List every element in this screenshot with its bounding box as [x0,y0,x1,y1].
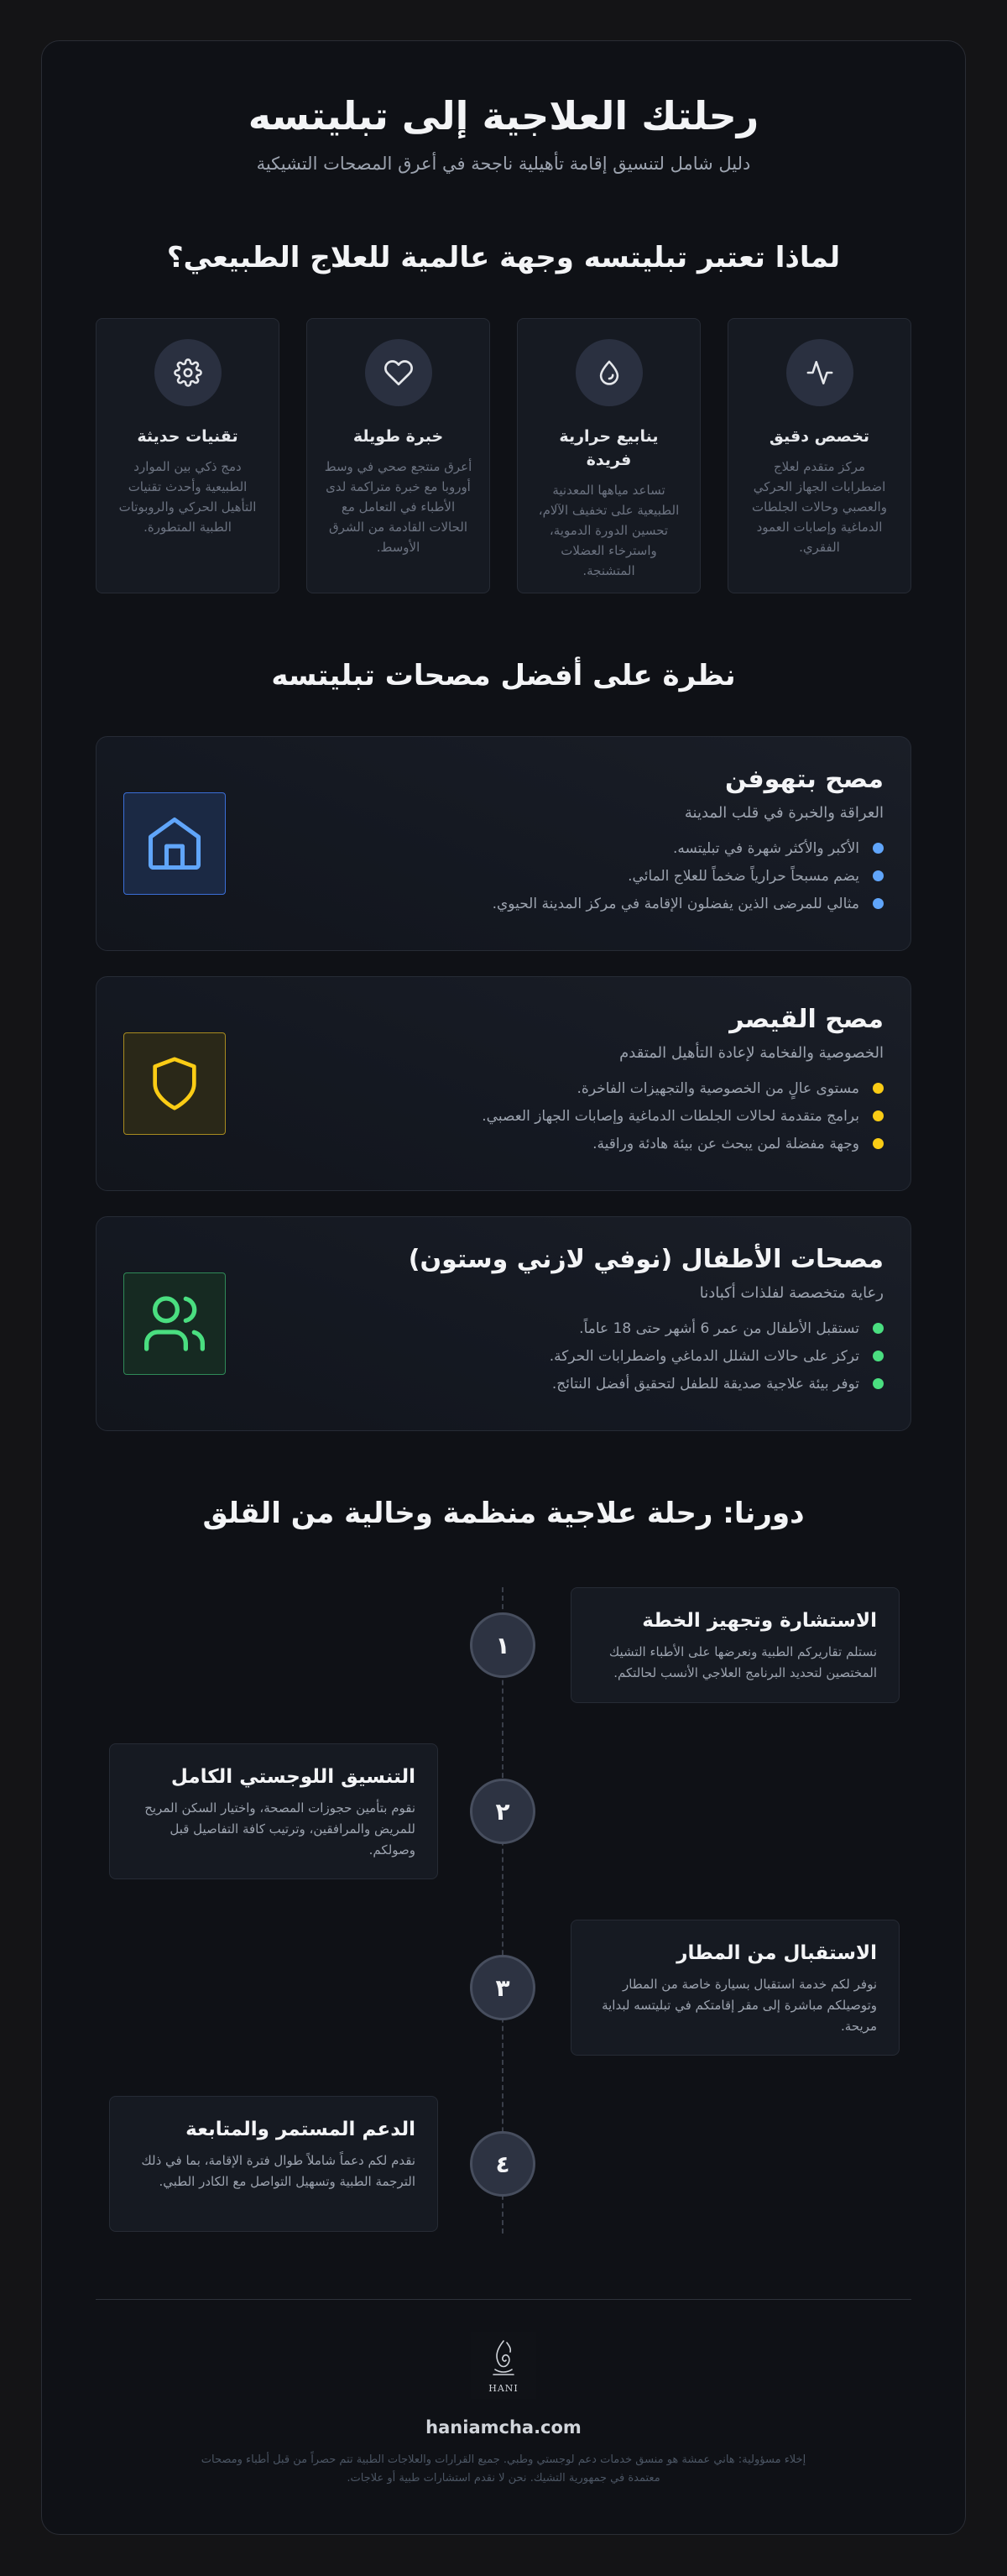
gear-icon [154,339,222,406]
footer [42,2299,965,2488]
timeline [42,1587,965,2234]
bath-body [226,765,884,923]
bullet-dot [873,843,884,854]
feature-desc: أعرق منتجع صحي في وسط أوروبا مع خبرة متراكمة لدى الأطباء في التعامل مع الحالات القادمة من الشرق الأوسط. [324,459,472,555]
heart-icon [365,339,432,406]
bath-subtitle: رعاية متخصصة لفلذات أكبادنا [699,1283,884,1302]
shield-icon [123,1032,226,1135]
point-text: الأكبر والأكثر شهرة في تبليتسه. [673,839,859,857]
bath-subtitle: العراقة والخبرة في قلب المدينة [684,803,884,822]
bath-points [246,1320,884,1393]
step-desc: نقدم لكم دعماً شاملاً طوال فترة الإقامة، بما في ذلك الترجمة الطبية وتسهيل التواصل مع الكادر الطبي. [141,2153,415,2189]
point-text: تركز على حالات الشلل الدماغي واضطرابات الحركة. [549,1347,859,1365]
step-title: الاستقبال من المطار [676,1942,877,1964]
step-title: الدعم المستمر والمتابعة [185,2119,415,2140]
point-text: يضم مسبحاً حرارياً ضخماً للعلاج المائي. [628,867,859,885]
feature-title: تقنيات حديثة [137,427,238,446]
bath-points [246,840,884,912]
bullet-dot [873,1351,884,1361]
water-drop-icon [576,339,643,406]
bullet-dot [873,898,884,909]
bath-subtitle: الخصوصية والفخامة لإعادة التأهيل المتقدم [619,1043,884,1062]
step-card-logistics [109,1743,438,1879]
list-item [246,840,884,857]
step-desc: نوفر لكم خدمة استقبال بسيارة خاصة من المطار وتوصيلكم مباشرة إلى مقر إقامتكم في تبليتسه لبداية مريحة. [602,1977,877,2034]
bath-name: مصح القيصر [729,1004,884,1034]
hero [42,41,965,174]
point-text: مستوى عالٍ من الخصوصية والتجهيزات الفاخرة. [577,1079,859,1097]
bullet-dot [873,1138,884,1149]
page-title: رحلتك العلاجية إلى تبليتسه [248,93,759,138]
website-link[interactable]: haniamcha.com [425,2417,582,2438]
home-icon [123,792,226,895]
feature-card-technology [96,318,279,593]
bullet-dot [873,870,884,881]
bullet-dot [873,1110,884,1121]
feature-title: ينابيع حرارية فريدة [559,427,659,469]
feature-title: خبرة طويلة [352,427,444,446]
journey-title: دورنا: رحلة علاجية منظمة وخالية من القلق [202,1497,805,1530]
bath-name: مصح بتهوفن [725,764,884,794]
step-number: ١ [470,1612,535,1678]
why-title: لماذا تعتبر تبليتسه وجهة عالمية للعلاج الطبيعي؟ [166,241,841,274]
brand-logo-mark [487,2338,520,2381]
list-item [246,1080,884,1097]
bath-card-children [96,1216,911,1431]
feature-card-precision [728,318,911,593]
step-number: ٣ [470,1955,535,2020]
bath-list [42,736,965,1431]
point-text: برامج متقدمة لحالات الجلطات الدماغية وإصابات الجهاز العصبي. [482,1107,859,1125]
step-title: التنسيق اللوجستي الكامل [170,1766,415,1788]
step-title: الاستشارة وتجهيز الخطة [642,1610,877,1632]
bath-name: مصحات الأطفال (نوفي لازني وستون) [408,1244,884,1274]
footer-divider [96,2299,911,2300]
step-card-consultation [571,1587,900,1703]
step-number: ٤ [470,2131,535,2197]
point-text: مثالي للمرضى الذين يفضلون الإقامة في مركز المدينة الحيوي. [492,895,859,912]
baths-section [42,659,965,1431]
bullet-dot [873,1323,884,1334]
brand-logo-text: HANI [488,2382,519,2394]
pulse-icon [786,339,853,406]
feature-card-experience [306,318,490,593]
point-text: وجهة مفضلة لمن يبحث عن بيئة هادئة وراقية. [592,1135,859,1152]
journey-section [42,1497,965,2234]
why-section [42,241,965,593]
step-card-airport [571,1920,900,2056]
feature-desc: تساعد مياهها المعدنية الطبيعية على تخفيف الآلام، تحسين الدورة الدموية، واسترخاء العضلات المتشنجة. [538,483,680,578]
feature-grid [42,318,965,593]
users-icon [123,1272,226,1375]
bath-body [226,1245,884,1403]
page-subtitle: دليل شامل لتنسيق إقامة تأهيلية ناجحة في أعرق المصحات التشيكية [256,154,751,174]
point-text: توفر بيئة علاجية صديقة للطفل لتحقيق أفضل النتائج. [551,1375,859,1393]
page-frame [41,40,966,2535]
bath-card-beethoven [96,736,911,951]
list-item [246,1136,884,1152]
step-number: ٢ [470,1779,535,1844]
brand-logo [471,2332,536,2399]
baths-title: نظرة على أفضل مصحات تبليتسه [271,659,736,692]
list-item [246,896,884,912]
feature-desc: مركز متقدم لعلاج اضطرابات الجهاز الحركي والعصبي وحالات الجلطات الدماغية وإصابات العمود الفقري. [752,459,887,555]
list-item [246,1348,884,1365]
feature-title: تخصص دقيق [769,427,870,446]
point-text: تستقبل الأطفال من عمر 6 أشهر حتى 18 عاماً. [579,1319,859,1337]
step-desc: نستلم تقاريركم الطبية ونعرضها على الأطباء التشيك المختصين لتحديد البرنامج العلاجي الأنسب لحالتكم. [608,1644,877,1680]
step-card-support [109,2096,438,2232]
bath-body [226,1005,884,1163]
feature-desc: دمج ذكي بين الموارد الطبيعية وأحدث تقنيات التأهيل الحركي والروبوتات الطبية المتطورة. [118,459,257,535]
list-item [246,1376,884,1393]
bullet-dot [873,1083,884,1094]
disclaimer: إخلاء مسؤولية: هاني عمشة هو منسق خدمات دعم لوجستي وطبي. جميع القرارات والعلاجات الطبية تتم حصراً من قبل أطباء ومصحات معتمدة في جمهورية التشيك. نحن لا نقدم استشارات طبية أو علاجات. [201,2453,806,2485]
list-item [246,1320,884,1337]
list-item [246,868,884,885]
list-item [246,1108,884,1125]
bath-card-kaiser [96,976,911,1191]
feature-card-springs [517,318,701,593]
step-desc: نقوم بتأمين حجوزات المصحة، واختيار السكن المريح للمريض والمرافقين، وترتيب كافة التفاصيل قبل وصولكم. [144,1800,415,1858]
bath-points [246,1080,884,1152]
bullet-dot [873,1378,884,1389]
